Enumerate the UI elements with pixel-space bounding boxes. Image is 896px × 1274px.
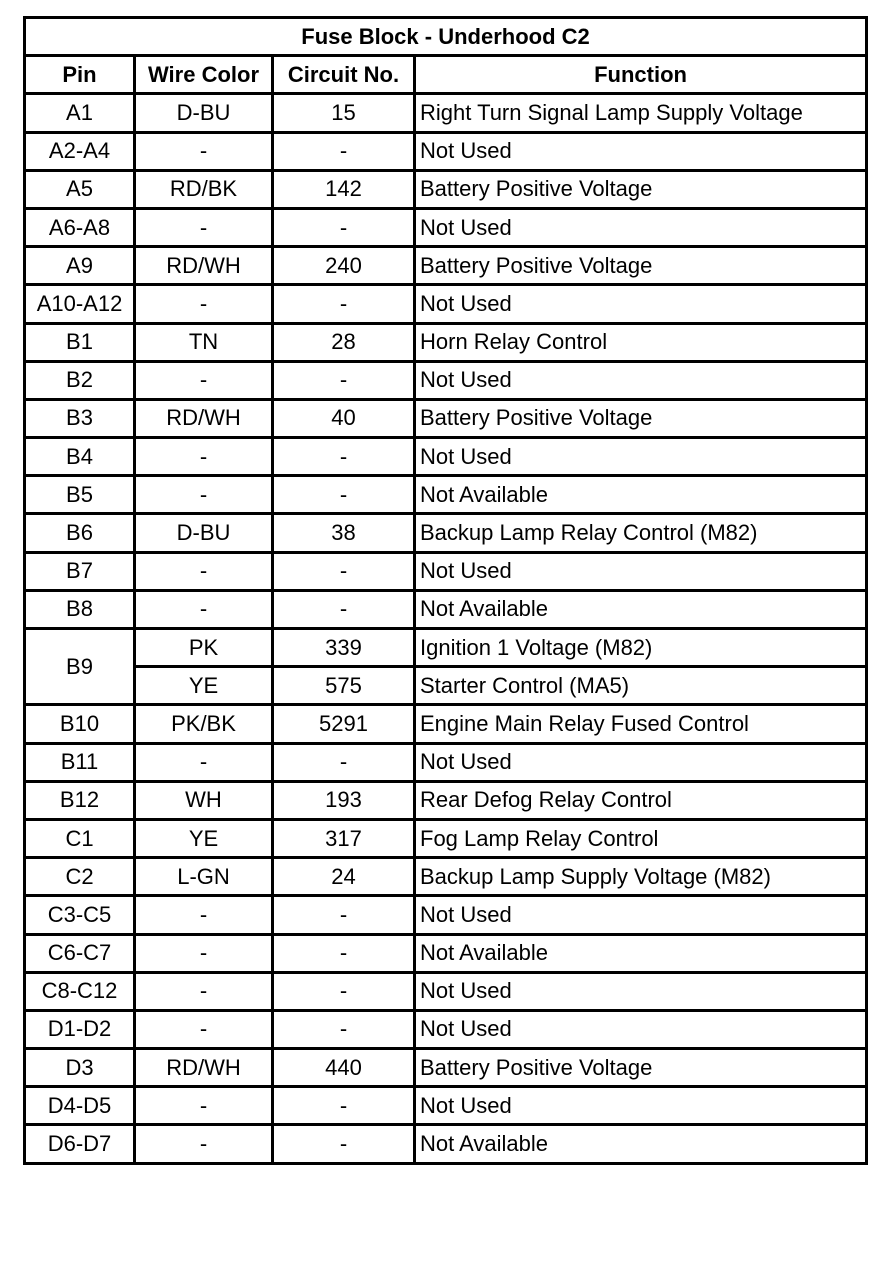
function-cell: Not Available bbox=[415, 590, 867, 628]
circuit-cell: 5291 bbox=[273, 705, 415, 743]
wire-color-cell: RD/WH bbox=[135, 1049, 273, 1087]
table-row bbox=[25, 972, 867, 1010]
circuit-cell: - bbox=[273, 1125, 415, 1163]
function-cell: Right Turn Signal Lamp Supply Voltage bbox=[415, 94, 867, 132]
wire-color-cell: PK bbox=[135, 629, 273, 667]
circuit-cell: 193 bbox=[273, 781, 415, 819]
circuit-cell: 28 bbox=[273, 323, 415, 361]
wire-color-cell: - bbox=[135, 208, 273, 246]
pin-cell: D4-D5 bbox=[25, 1087, 135, 1125]
function-cell: Not Used bbox=[415, 361, 867, 399]
table-row bbox=[25, 94, 867, 132]
circuit-cell: - bbox=[273, 1087, 415, 1125]
wire-color-cell: YE bbox=[135, 667, 273, 705]
function-cell: Not Used bbox=[415, 285, 867, 323]
function-cell: Not Available bbox=[415, 934, 867, 972]
wire-color-cell: - bbox=[135, 132, 273, 170]
function-cell: Ignition 1 Voltage (M82) bbox=[415, 629, 867, 667]
table-row bbox=[25, 629, 867, 667]
title-row bbox=[25, 18, 867, 56]
pin-cell: C3-C5 bbox=[25, 896, 135, 934]
function-cell: Not Available bbox=[415, 1125, 867, 1163]
pin-cell: C6-C7 bbox=[25, 934, 135, 972]
pin-cell: B6 bbox=[25, 514, 135, 552]
table-row bbox=[25, 667, 867, 705]
wire-color-cell: RD/WH bbox=[135, 399, 273, 437]
function-cell: Not Used bbox=[415, 438, 867, 476]
pin-cell: B2 bbox=[25, 361, 135, 399]
circuit-cell: - bbox=[273, 934, 415, 972]
table-row bbox=[25, 323, 867, 361]
pin-cell: B7 bbox=[25, 552, 135, 590]
table-row bbox=[25, 208, 867, 246]
header-wire-color: Wire Color bbox=[135, 56, 273, 94]
function-cell: Not Used bbox=[415, 972, 867, 1010]
table-row bbox=[25, 132, 867, 170]
wire-color-cell: L-GN bbox=[135, 858, 273, 896]
wire-color-cell: - bbox=[135, 590, 273, 628]
circuit-cell: - bbox=[273, 208, 415, 246]
pin-cell: D1-D2 bbox=[25, 1010, 135, 1048]
function-cell: Not Used bbox=[415, 552, 867, 590]
wire-color-cell: - bbox=[135, 743, 273, 781]
table-row bbox=[25, 438, 867, 476]
circuit-cell: 240 bbox=[273, 247, 415, 285]
circuit-cell: - bbox=[273, 361, 415, 399]
wire-color-cell: PK/BK bbox=[135, 705, 273, 743]
circuit-cell: - bbox=[273, 896, 415, 934]
circuit-cell: 15 bbox=[273, 94, 415, 132]
pin-cell: A5 bbox=[25, 170, 135, 208]
function-cell: Battery Positive Voltage bbox=[415, 247, 867, 285]
function-cell: Battery Positive Voltage bbox=[415, 1049, 867, 1087]
circuit-cell: - bbox=[273, 1010, 415, 1048]
table-row bbox=[25, 285, 867, 323]
function-cell: Not Used bbox=[415, 1087, 867, 1125]
table-row bbox=[25, 514, 867, 552]
circuit-cell: - bbox=[273, 590, 415, 628]
pin-cell: B3 bbox=[25, 399, 135, 437]
table-row bbox=[25, 705, 867, 743]
function-cell: Fog Lamp Relay Control bbox=[415, 819, 867, 857]
function-cell: Rear Defog Relay Control bbox=[415, 781, 867, 819]
wire-color-cell: - bbox=[135, 1010, 273, 1048]
table-row bbox=[25, 361, 867, 399]
circuit-cell: 142 bbox=[273, 170, 415, 208]
table-row bbox=[25, 781, 867, 819]
circuit-cell: 339 bbox=[273, 629, 415, 667]
pin-cell: B1 bbox=[25, 323, 135, 361]
circuit-cell: - bbox=[273, 132, 415, 170]
table-row bbox=[25, 858, 867, 896]
wire-color-cell: - bbox=[135, 285, 273, 323]
table-row bbox=[25, 590, 867, 628]
wire-color-cell: - bbox=[135, 972, 273, 1010]
table-row bbox=[25, 1087, 867, 1125]
wire-color-cell: - bbox=[135, 934, 273, 972]
pin-cell: C2 bbox=[25, 858, 135, 896]
function-cell: Not Available bbox=[415, 476, 867, 514]
header-circuit-no: Circuit No. bbox=[273, 56, 415, 94]
function-cell: Not Used bbox=[415, 1010, 867, 1048]
table-row bbox=[25, 399, 867, 437]
pin-cell: B12 bbox=[25, 781, 135, 819]
wire-color-cell: - bbox=[135, 1125, 273, 1163]
circuit-cell: 575 bbox=[273, 667, 415, 705]
wire-color-cell: TN bbox=[135, 323, 273, 361]
wire-color-cell: RD/WH bbox=[135, 247, 273, 285]
table-row bbox=[25, 934, 867, 972]
wire-color-cell: RD/BK bbox=[135, 170, 273, 208]
function-cell: Backup Lamp Relay Control (M82) bbox=[415, 514, 867, 552]
pin-cell: B9 bbox=[25, 629, 135, 705]
function-cell: Not Used bbox=[415, 896, 867, 934]
pin-cell: D3 bbox=[25, 1049, 135, 1087]
circuit-cell: - bbox=[273, 972, 415, 1010]
header-row bbox=[25, 56, 867, 94]
wire-color-cell: - bbox=[135, 438, 273, 476]
pin-cell: A10-A12 bbox=[25, 285, 135, 323]
pin-cell: B5 bbox=[25, 476, 135, 514]
table-title: Fuse Block - Underhood C2 bbox=[25, 18, 867, 56]
pin-cell: A9 bbox=[25, 247, 135, 285]
pin-cell: A1 bbox=[25, 94, 135, 132]
function-cell: Battery Positive Voltage bbox=[415, 399, 867, 437]
circuit-cell: 440 bbox=[273, 1049, 415, 1087]
wire-color-cell: - bbox=[135, 361, 273, 399]
table-row bbox=[25, 1049, 867, 1087]
circuit-cell: 40 bbox=[273, 399, 415, 437]
table-row bbox=[25, 170, 867, 208]
wire-color-cell: YE bbox=[135, 819, 273, 857]
circuit-cell: 317 bbox=[273, 819, 415, 857]
table-row bbox=[25, 896, 867, 934]
header-function: Function bbox=[415, 56, 867, 94]
wire-color-cell: - bbox=[135, 1087, 273, 1125]
circuit-cell: - bbox=[273, 285, 415, 323]
circuit-cell: - bbox=[273, 476, 415, 514]
circuit-cell: - bbox=[273, 552, 415, 590]
table-row bbox=[25, 247, 867, 285]
header-pin: Pin bbox=[25, 56, 135, 94]
pin-cell: A6-A8 bbox=[25, 208, 135, 246]
function-cell: Not Used bbox=[415, 132, 867, 170]
fuse-block-table bbox=[23, 16, 868, 1165]
table-row bbox=[25, 476, 867, 514]
function-cell: Battery Positive Voltage bbox=[415, 170, 867, 208]
table-row bbox=[25, 552, 867, 590]
circuit-cell: 24 bbox=[273, 858, 415, 896]
pin-cell: C1 bbox=[25, 819, 135, 857]
pin-cell: B4 bbox=[25, 438, 135, 476]
circuit-cell: - bbox=[273, 438, 415, 476]
circuit-cell: - bbox=[273, 743, 415, 781]
table-row bbox=[25, 1010, 867, 1048]
pin-cell: C8-C12 bbox=[25, 972, 135, 1010]
wire-color-cell: D-BU bbox=[135, 514, 273, 552]
pin-cell: B8 bbox=[25, 590, 135, 628]
pin-cell: B11 bbox=[25, 743, 135, 781]
function-cell: Engine Main Relay Fused Control bbox=[415, 705, 867, 743]
table-row bbox=[25, 819, 867, 857]
pin-cell: B10 bbox=[25, 705, 135, 743]
pin-cell: D6-D7 bbox=[25, 1125, 135, 1163]
function-cell: Not Used bbox=[415, 743, 867, 781]
wire-color-cell: - bbox=[135, 552, 273, 590]
wire-color-cell: WH bbox=[135, 781, 273, 819]
circuit-cell: 38 bbox=[273, 514, 415, 552]
wire-color-cell: - bbox=[135, 896, 273, 934]
pin-cell: A2-A4 bbox=[25, 132, 135, 170]
wire-color-cell: D-BU bbox=[135, 94, 273, 132]
wire-color-cell: - bbox=[135, 476, 273, 514]
function-cell: Horn Relay Control bbox=[415, 323, 867, 361]
function-cell: Not Used bbox=[415, 208, 867, 246]
table-row bbox=[25, 743, 867, 781]
function-cell: Starter Control (MA5) bbox=[415, 667, 867, 705]
table-row bbox=[25, 1125, 867, 1163]
function-cell: Backup Lamp Supply Voltage (M82) bbox=[415, 858, 867, 896]
